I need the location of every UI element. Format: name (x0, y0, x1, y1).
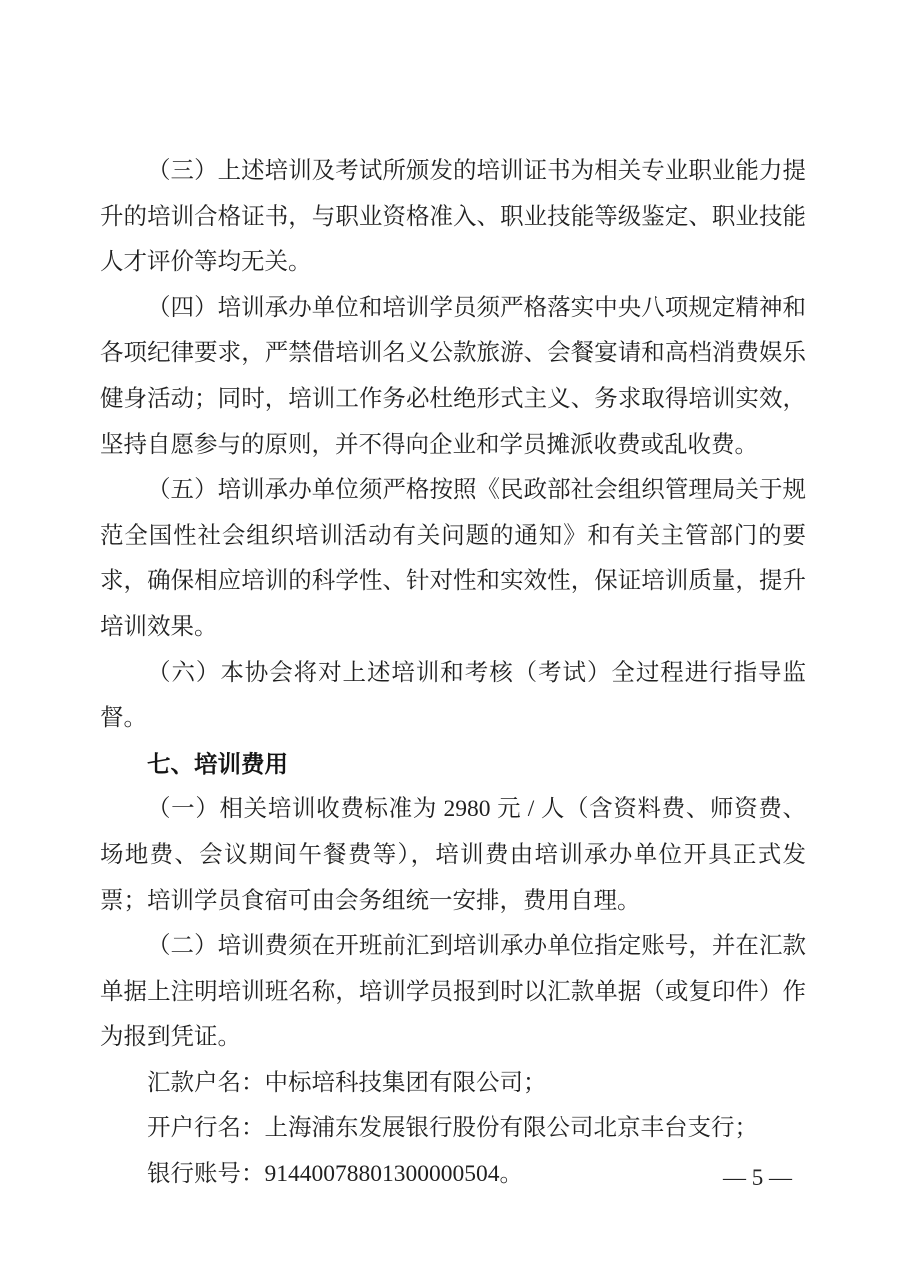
fee-paragraph-item-2: （二）培训费须在开班前汇到培训承办单位指定账号，并在汇款单据上注明培训班名称，培训学员报到时以汇款单据（或复印件）作为报到凭证。 (100, 933, 806, 1051)
bank-branch-line (100, 1106, 806, 1152)
bank-account-name-label: 汇款户名： (147, 1069, 265, 1096)
section-heading-training-fees: 七、培训费用 (147, 750, 288, 777)
fee-paragraph-item-1: （一）相关培训收费标准为 2980 元 / 人（含资料费、师资费、场地费、会议期间午餐费等），培训费由培训承办单位开具正式发票；培训学员食宿可由会务组统一安排，费用自理。 (100, 796, 806, 914)
bank-account-name-line (100, 1061, 806, 1107)
paragraph-item-3: （三）上述培训及考试所颁发的培训证书为相关专业职业能力提升的培训合格证书，与职业资格准入、职业技能等级鉴定、职业技能人才评价等均无关。 (100, 158, 806, 276)
bank-account-number-label: 银行账号： (147, 1161, 265, 1188)
bank-account-number-value: 91440078801300000504。 (264, 1161, 523, 1188)
paragraph-item-6: （六）本协会将对上述培训和考核（考试）全过程进行指导监督。 (100, 659, 806, 732)
paragraph-item-4: （四）培训承办单位和培训学员须严格落实中央八项规定精神和各项纪律要求，严禁借培训名义公款旅游、会餐宴请和高档消费娱乐健身活动；同时，培训工作务必杜绝形式主义、务求取得培训实效，坚持自愿参与的原则，并不得向企业和学员摊派收费或乱收费。 (100, 294, 806, 458)
bank-account-number-line (100, 1152, 806, 1198)
bank-branch-value: 上海浦东发展银行股份有限公司北京丰台支行； (264, 1115, 758, 1142)
bank-account-name-value: 中标培科技集团有限公司； (264, 1069, 547, 1096)
bank-branch-label: 开户行名： (147, 1115, 265, 1142)
paragraph-item-5: （五）培训承办单位须严格按照《民政部社会组织管理局关于规范全国性社会组织培训活动有关问题的通知》和有关主管部门的要求，确保相应培训的科学性、针对性和实效性，保证培训质量，提升培训效果。 (100, 477, 806, 640)
document-body (100, 149, 806, 1198)
page-number: — 5 — (723, 1165, 792, 1190)
